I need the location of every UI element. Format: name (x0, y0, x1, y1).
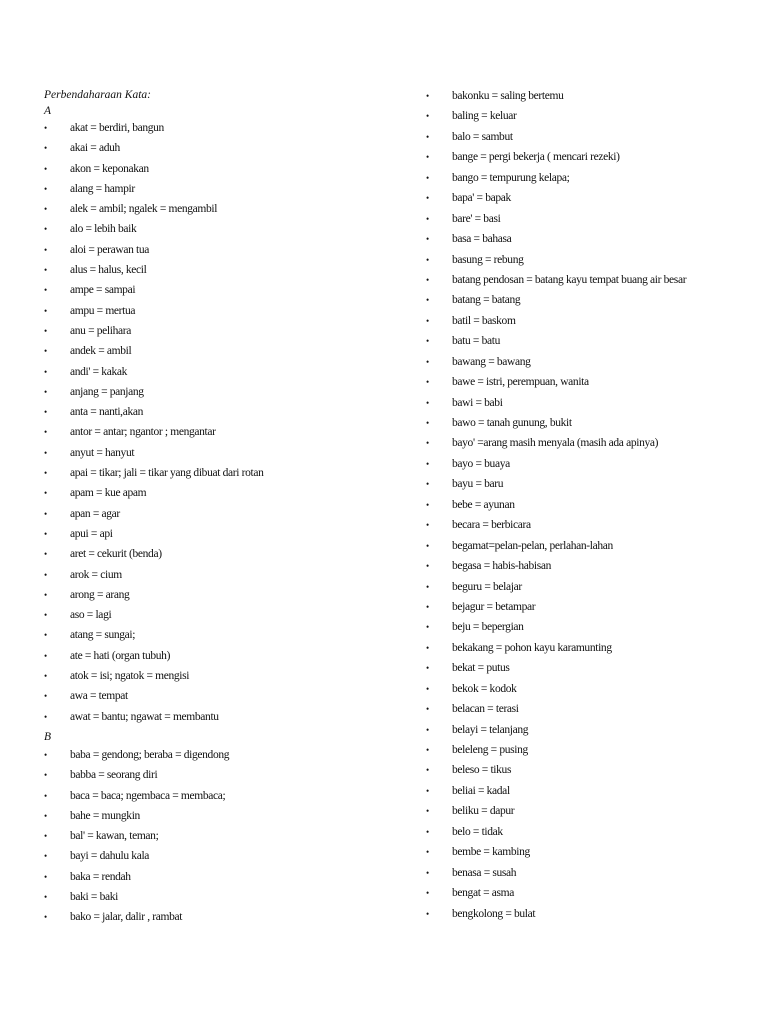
word-list-b-left (44, 745, 374, 928)
word-entry: beleleng = pusing (452, 744, 528, 756)
word-entry: begamat=pelan-pelan, perlahan-lahan (452, 539, 613, 552)
bullet-icon: • (426, 274, 429, 285)
list-item (44, 321, 374, 341)
list-item (44, 646, 374, 666)
bullet-icon: • (426, 377, 429, 388)
bullet-icon: • (44, 831, 47, 842)
bullet-icon: • (426, 111, 429, 122)
word-entry: bal' = kawan, teman; (70, 830, 159, 843)
word-entry: bapa' = bapak (452, 192, 511, 205)
bullet-icon: • (44, 488, 47, 499)
word-entry: benasa = susah (452, 866, 517, 879)
list-item (44, 565, 374, 585)
bullet-icon: • (44, 325, 47, 336)
word-entry: anta = nanti,akan (70, 406, 144, 419)
list-item (426, 168, 756, 188)
word-entry: andi' = kakak (70, 365, 128, 378)
bullet-icon: • (44, 711, 47, 722)
word-entry: akat = berdiri, bangun (70, 122, 164, 134)
list-item (426, 740, 756, 760)
section-letter-b: B (44, 730, 52, 743)
word-entry: anu = pelihara (70, 324, 131, 337)
list-item (426, 352, 756, 372)
word-entry: andek = ambil (70, 345, 132, 358)
bullet-icon: • (44, 569, 47, 580)
word-entry: bawo = tanah gunung, bukit (452, 417, 572, 429)
word-entry: belo = tidak (452, 825, 503, 838)
word-entry: becara = berbicara (452, 519, 531, 532)
word-entry: apui = api (70, 527, 113, 540)
word-entry: apan = agar (70, 507, 120, 520)
list-item (426, 536, 756, 556)
bullet-icon: • (44, 305, 47, 316)
list-item (44, 605, 374, 625)
bullet-icon: • (44, 204, 47, 215)
word-entry: bembe = kambing (452, 846, 530, 859)
list-item (426, 147, 756, 167)
bullet-icon: • (426, 213, 429, 224)
list-item (426, 372, 756, 392)
list-item (44, 707, 374, 727)
list-item (44, 443, 374, 463)
word-entry: atok = isi; ngatok = mengisi (70, 670, 190, 683)
list-item (426, 270, 756, 290)
list-item (426, 413, 756, 433)
list-item (44, 666, 374, 686)
word-entry: bebe = ayunan (452, 498, 515, 511)
list-item (426, 638, 756, 658)
list-item (426, 495, 756, 515)
word-entry: antor = antar; ngantor ; mengantar (70, 426, 216, 439)
list-item (44, 341, 374, 361)
bullet-icon: • (426, 479, 429, 490)
word-entry: batang pendosan = batang kayu tempat buang air besar (452, 273, 687, 286)
bullet-icon: • (426, 806, 429, 817)
bullet-icon: • (44, 143, 47, 154)
word-entry: akai = aduh (70, 142, 120, 155)
bullet-icon: • (44, 790, 47, 801)
list-item (44, 765, 374, 785)
bullet-icon: • (44, 871, 47, 882)
list-item (426, 188, 756, 208)
word-entry: alang = hampir (70, 182, 135, 195)
bullet-icon: • (426, 642, 429, 653)
list-item (44, 301, 374, 321)
list-item (426, 311, 756, 331)
bullet-icon: • (426, 397, 429, 408)
word-entry: batang = batang (452, 294, 521, 307)
word-entry: bayu = baru (452, 478, 504, 491)
word-entry: bange = pergi bekerja ( mencari rezeki) (452, 151, 620, 164)
list-item (426, 617, 756, 637)
word-entry: batil = baskom (452, 314, 516, 327)
list-item (44, 867, 374, 887)
list-item (426, 393, 756, 413)
bullet-icon: • (44, 508, 47, 519)
list-item (426, 86, 756, 106)
word-entry: awa = tempat (70, 690, 128, 703)
list-item (44, 745, 374, 765)
list-item (44, 382, 374, 402)
word-entry: bengat = asma (452, 887, 514, 900)
bullet-icon: • (44, 366, 47, 377)
list-item (426, 597, 756, 617)
bullet-icon: • (426, 663, 429, 674)
list-item (426, 106, 756, 126)
left-column (44, 86, 374, 928)
word-entry: beliai = kadal (452, 784, 510, 797)
list-item (44, 179, 374, 199)
bullet-icon: • (44, 183, 47, 194)
word-entry: bejagur = betampar (452, 600, 536, 613)
list-item (44, 786, 374, 806)
word-entry: bahe = mungkin (70, 809, 140, 822)
word-entry: beleso = tikus (452, 764, 512, 777)
bullet-icon: • (44, 427, 47, 438)
bullet-icon: • (426, 704, 429, 715)
word-entry: bare' = basi (452, 212, 501, 225)
list-item (44, 826, 374, 846)
word-entry: arok = cium (70, 568, 122, 581)
list-item (426, 474, 756, 494)
word-entry: balo = sambut (452, 130, 513, 143)
bullet-icon: • (44, 468, 47, 479)
list-item (44, 199, 374, 219)
document-title: Perbendaharaan Kata: (44, 89, 152, 101)
bullet-icon: • (44, 749, 47, 760)
list-item (426, 515, 756, 535)
list-item (426, 556, 756, 576)
word-entry: bayo' =arang masih menyala (masih ada apinya) (452, 437, 659, 450)
list-item (44, 219, 374, 239)
word-entry: ampu = mertua (70, 304, 136, 317)
list-item (44, 524, 374, 544)
word-entry: basung = rebung (452, 253, 524, 266)
list-item (44, 118, 374, 138)
list-item (426, 904, 756, 924)
list-item (44, 422, 374, 442)
word-entry: bakonku = saling bertemu (452, 90, 564, 102)
bullet-icon: • (426, 234, 429, 245)
bullet-icon: • (44, 589, 47, 600)
word-entry: apai = tikar; jali = tikar yang dibuat dari rotan (70, 467, 264, 480)
word-entry: anjang = panjang (70, 385, 144, 398)
word-entry: babba = seorang diri (70, 769, 158, 782)
word-entry: beguru = belajar (452, 580, 522, 593)
bullet-icon: • (426, 356, 429, 367)
list-item (426, 822, 756, 842)
bullet-icon: • (426, 867, 429, 878)
section-letter-a: A (44, 105, 52, 117)
list-item (44, 362, 374, 382)
bullet-icon: • (44, 407, 47, 418)
word-entry: arong = arang (70, 588, 130, 601)
list-item (426, 209, 756, 229)
word-entry: beju = bepergian (452, 621, 524, 634)
bullet-icon: • (44, 265, 47, 276)
bullet-icon: • (426, 581, 429, 592)
list-item (44, 846, 374, 866)
bullet-icon: • (426, 888, 429, 899)
word-entry: apam = kue apam (70, 487, 147, 500)
bullet-icon: • (426, 91, 429, 101)
bullet-icon: • (426, 908, 429, 919)
list-item (44, 544, 374, 564)
word-entry: bako = jalar, dalir , rambat (70, 911, 183, 924)
bullet-icon: • (426, 847, 429, 858)
bullet-icon: • (44, 244, 47, 255)
word-entry: baki = baki (70, 890, 118, 903)
list-item (426, 290, 756, 310)
bullet-icon: • (426, 458, 429, 469)
word-entry: alo = lebih baik (70, 223, 137, 236)
list-item (44, 159, 374, 179)
bullet-icon: • (44, 671, 47, 682)
bullet-icon: • (426, 601, 429, 612)
list-item (426, 801, 756, 821)
list-item (44, 625, 374, 645)
list-item (426, 577, 756, 597)
list-item (44, 463, 374, 483)
bullet-icon: • (426, 622, 429, 633)
list-item (426, 454, 756, 474)
bullet-icon: • (426, 520, 429, 531)
bullet-icon: • (426, 683, 429, 694)
word-entry: batu = batu (452, 335, 500, 348)
word-entry: akon = keponakan (70, 162, 149, 175)
right-column (426, 86, 756, 924)
list-item (426, 433, 756, 453)
list-item (426, 127, 756, 147)
list-item (426, 781, 756, 801)
word-entry: baling = keluar (452, 110, 517, 123)
bullet-icon: • (426, 193, 429, 204)
bullet-icon: • (44, 528, 47, 539)
bullet-icon: • (426, 765, 429, 776)
bullet-icon: • (44, 447, 47, 458)
word-entry: anyut = hanyut (70, 446, 135, 459)
word-entry: bekakang = pohon kayu karamunting (452, 641, 612, 654)
word-entry: begasa = habis-habisan (452, 560, 552, 573)
list-item (426, 331, 756, 351)
list-item (426, 883, 756, 903)
word-entry: atang = sungai; (70, 629, 136, 642)
word-entry: bawang = bawang (452, 355, 531, 368)
word-entry: bawi = babi (452, 396, 503, 409)
list-item (426, 863, 756, 883)
list-item (426, 250, 756, 270)
bullet-icon: • (426, 172, 429, 183)
word-list-a (44, 118, 374, 727)
word-entry: belacan = terasi (452, 703, 519, 716)
word-entry: bawe = istri, perempuan, wanita (452, 376, 589, 389)
list-item (426, 720, 756, 740)
bullet-icon: • (426, 724, 429, 735)
list-item (426, 229, 756, 249)
bullet-icon: • (44, 650, 47, 661)
bullet-icon: • (44, 123, 47, 133)
word-entry: bango = tempurung kelapa; (452, 171, 570, 184)
word-entry: beliku = dapur (452, 805, 515, 818)
word-entry: aret = cekurit (benda) (70, 548, 162, 561)
bullet-icon: • (426, 295, 429, 306)
bullet-icon: • (44, 851, 47, 862)
word-entry: bekat = putus (452, 662, 510, 675)
bullet-icon: • (44, 912, 47, 923)
bullet-icon: • (44, 346, 47, 357)
word-entry: ate = hati (organ tubuh) (70, 649, 171, 662)
bullet-icon: • (44, 630, 47, 641)
word-entry: aso = lagi (70, 609, 112, 622)
bullet-icon: • (44, 285, 47, 296)
bullet-icon: • (426, 418, 429, 428)
bullet-icon: • (44, 691, 47, 702)
list-item (44, 280, 374, 300)
bullet-icon: • (44, 163, 47, 174)
list-item (44, 907, 374, 927)
word-entry: awat = bantu; ngawat = membantu (70, 710, 219, 723)
bullet-icon: • (44, 810, 47, 821)
bullet-icon: • (426, 315, 429, 326)
bullet-icon: • (426, 438, 429, 449)
list-item (426, 699, 756, 719)
bullet-icon: • (44, 610, 47, 621)
word-list-b-right (426, 86, 756, 924)
bullet-icon: • (426, 745, 429, 755)
list-item (426, 679, 756, 699)
word-entry: ampe = sampai (70, 284, 136, 297)
bullet-icon: • (426, 336, 429, 347)
word-entry: bengkolong = bulat (452, 907, 536, 920)
word-entry: belayi = telanjang (452, 723, 529, 736)
list-item (44, 402, 374, 422)
list-item (44, 483, 374, 503)
list-item (44, 138, 374, 158)
list-item (44, 504, 374, 524)
bullet-icon: • (44, 770, 47, 781)
word-entry: bayi = dahulu kala (70, 850, 150, 863)
bullet-icon: • (426, 785, 429, 796)
list-item (44, 240, 374, 260)
bullet-icon: • (426, 540, 429, 551)
word-entry: alek = ambil; ngalek = mengambil (70, 203, 218, 216)
word-entry: bekok = kodok (452, 682, 517, 695)
word-entry: bayo = buaya (452, 457, 510, 470)
bullet-icon: • (426, 152, 429, 163)
word-entry: basa = bahasa (452, 233, 512, 246)
word-entry: alus = halus, kecil (70, 264, 147, 277)
bullet-icon: • (426, 826, 429, 837)
list-item (44, 585, 374, 605)
bullet-icon: • (44, 891, 47, 902)
word-entry: baba = gendong; beraba = digendong (70, 748, 230, 761)
bullet-icon: • (426, 499, 429, 510)
list-item (426, 760, 756, 780)
bullet-icon: • (44, 549, 47, 560)
list-item (426, 658, 756, 678)
bullet-icon: • (426, 561, 429, 572)
bullet-icon: • (44, 224, 47, 235)
list-item (426, 842, 756, 862)
word-entry: aloi = perawan tua (70, 243, 150, 256)
list-item (44, 686, 374, 706)
word-entry: baka = rendah (70, 870, 131, 883)
bullet-icon: • (426, 131, 429, 142)
bullet-icon: • (426, 254, 429, 265)
bullet-icon: • (44, 386, 47, 397)
word-entry: baca = baca; ngembaca = membaca; (70, 789, 226, 802)
list-item (44, 806, 374, 826)
list-item (44, 260, 374, 280)
list-item (44, 887, 374, 907)
